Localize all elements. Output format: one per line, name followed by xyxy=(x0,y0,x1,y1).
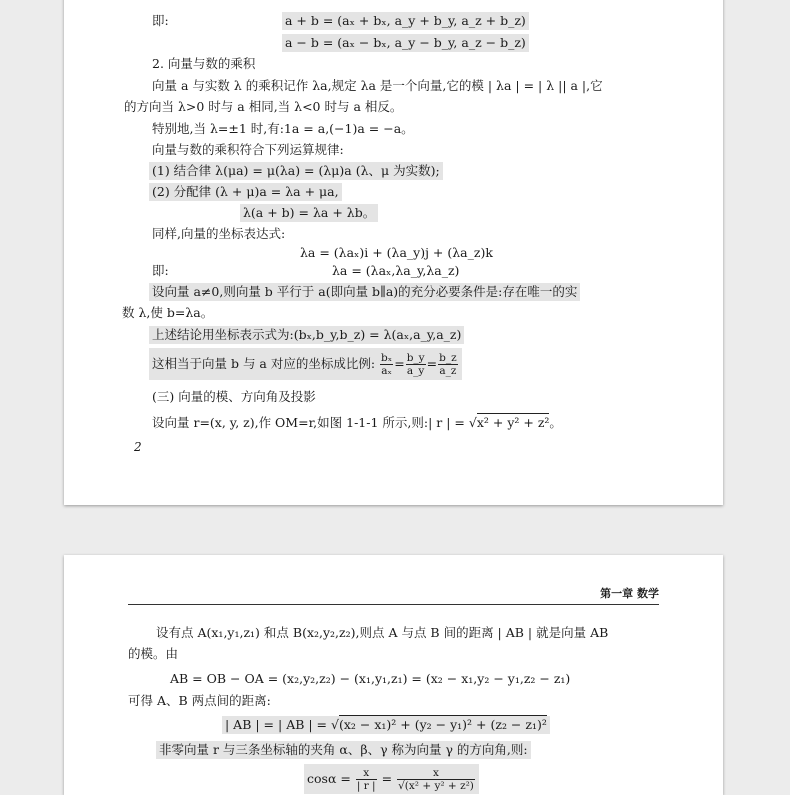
distance-sqrt-expr: (x₂ − x₁)² + (y₂ − y₁)² + (z₂ − z₁)² xyxy=(339,717,547,732)
direction-angle-line: 非零向量 r 与三条坐标轴的夹角 α、β、γ 称为向量 γ 的方向角,则: xyxy=(156,741,531,759)
coord-ji-label: 即: xyxy=(152,263,169,278)
cos-equals: = xyxy=(381,771,393,786)
vector-difference-equation: AB = OB − OA = (x₂,y₂,z₂) − (x₁,y₁,z₁) = (x₂ − x₁,y₂ − y₁,z₂ − z₁) xyxy=(170,671,571,686)
ratio-fraction-z: $\frac{b\_z}{a\_z}$ xyxy=(439,352,457,377)
distributive-law-2: λ(a + b) = λa + λb。 xyxy=(240,204,378,222)
modulus-end: 。 xyxy=(549,415,562,430)
coord-equation-2: λa = (λaₓ,λa_y,λa_z) xyxy=(332,263,460,278)
coord-equation-1: λa = (λaₓ)i + (λa_y)j + (λa_z)k xyxy=(300,245,493,260)
ratio-text: 这相当于向量 b 与 a 对应的坐标成比例: xyxy=(152,356,376,371)
modulus-line xyxy=(152,414,562,432)
ji-label: 即: xyxy=(152,13,169,28)
cos-fraction-2: $\frac{x}{\text{√(x² + y² + z²)}}$ xyxy=(398,767,474,792)
coord-form-line: 上述结论用坐标表示式为:(bₓ,b_y,b_z) = λ(aₓ,a_y,a_z) xyxy=(149,326,464,344)
distance-line2: 的模。由 xyxy=(128,646,179,661)
chapter-header: 第一章 数学 xyxy=(600,587,659,600)
ratio-line: 这相当于向量 b 与 a 对应的坐标成比例: $\frac{\text{bₓ}}{\text{aₓ}}$ = $\frac{b\_y}{a\_y}$ = $\frac{b\_z}{a\_z}$ xyxy=(149,348,462,380)
special-case-line: 特别地,当 λ=±1 时,有:1a = a,(−1)a = −a。 xyxy=(152,121,414,136)
vector-add-equation: a + b = (aₓ + bₓ, a_y + b_y, a_z + b_z) xyxy=(282,12,529,30)
section-3-title: (三) 向量的模、方向角及投影 xyxy=(152,389,316,404)
ratio-fraction-y: $\frac{b\_y}{a\_y}$ xyxy=(406,352,425,377)
parallel-condition-line2: 数 λ,使 b=λa。 xyxy=(122,305,214,320)
distance-formula-lhs: | AB | = | AB | = xyxy=(225,717,328,732)
parallel-condition-line1: 设向量 a≠0,则向量 b 平行于 a(即向量 b∥a)的充分必要条件是:存在唯一的实 xyxy=(149,283,580,301)
scalar-product-para-line2: 的方向当 λ>0 时与 a 相同,当 λ<0 时与 a 相反。 xyxy=(124,99,403,114)
rules-intro: 向量与数的乘积符合下列运算规律: xyxy=(152,142,344,157)
modulus-text: 设向量 r=(x, y, z),作 OM=r,如图 1-1-1 所示,则:| r | = xyxy=(152,415,465,430)
distributive-law-1: (2) 分配律 (λ + μ)a = λa + μa, xyxy=(149,183,342,201)
document-page-2 xyxy=(64,0,723,505)
distance-line1: 设有点 A(x₁,y₁,z₁) 和点 B(x₂,y₂,z₂),则点 A 与点 B 间的距离 | AB | 就是向量 AB xyxy=(156,625,609,640)
distance-intro: 可得 A、B 两点间的距离: xyxy=(128,693,271,708)
vector-sub-equation: a − b = (aₓ − bₓ, a_y − b_y, a_z − b_z) xyxy=(282,34,529,52)
coord-intro: 同样,向量的坐标表达式: xyxy=(152,226,286,241)
scalar-product-para-line1: 向量 a 与实数 λ 的乘积记作 λa,规定 λa 是一个向量,它的模 | λa | = | λ || a |,它 xyxy=(152,78,603,93)
header-rule xyxy=(128,604,659,605)
cos-label: cosα = xyxy=(307,771,351,786)
document-page-3 xyxy=(64,555,723,795)
associative-law: (1) 结合律 λ(μa) = μ(λa) = (λμ)a (λ、μ 为实数); xyxy=(149,162,443,180)
distance-formula xyxy=(222,716,550,734)
sqrt-symbol-2: √ xyxy=(331,717,339,732)
section-2-title: 2. 向量与数的乘积 xyxy=(152,56,256,71)
page-number: 2 xyxy=(134,440,142,454)
cos-fraction-1: $\frac{x}{| r |}$ xyxy=(356,767,376,792)
ratio-fraction-x: $\frac{\text{bₓ}}{\text{aₓ}}$ xyxy=(381,352,393,377)
sqrt-symbol: √ xyxy=(468,415,477,430)
modulus-sqrt-expr: x² + y² + z² xyxy=(476,415,550,430)
